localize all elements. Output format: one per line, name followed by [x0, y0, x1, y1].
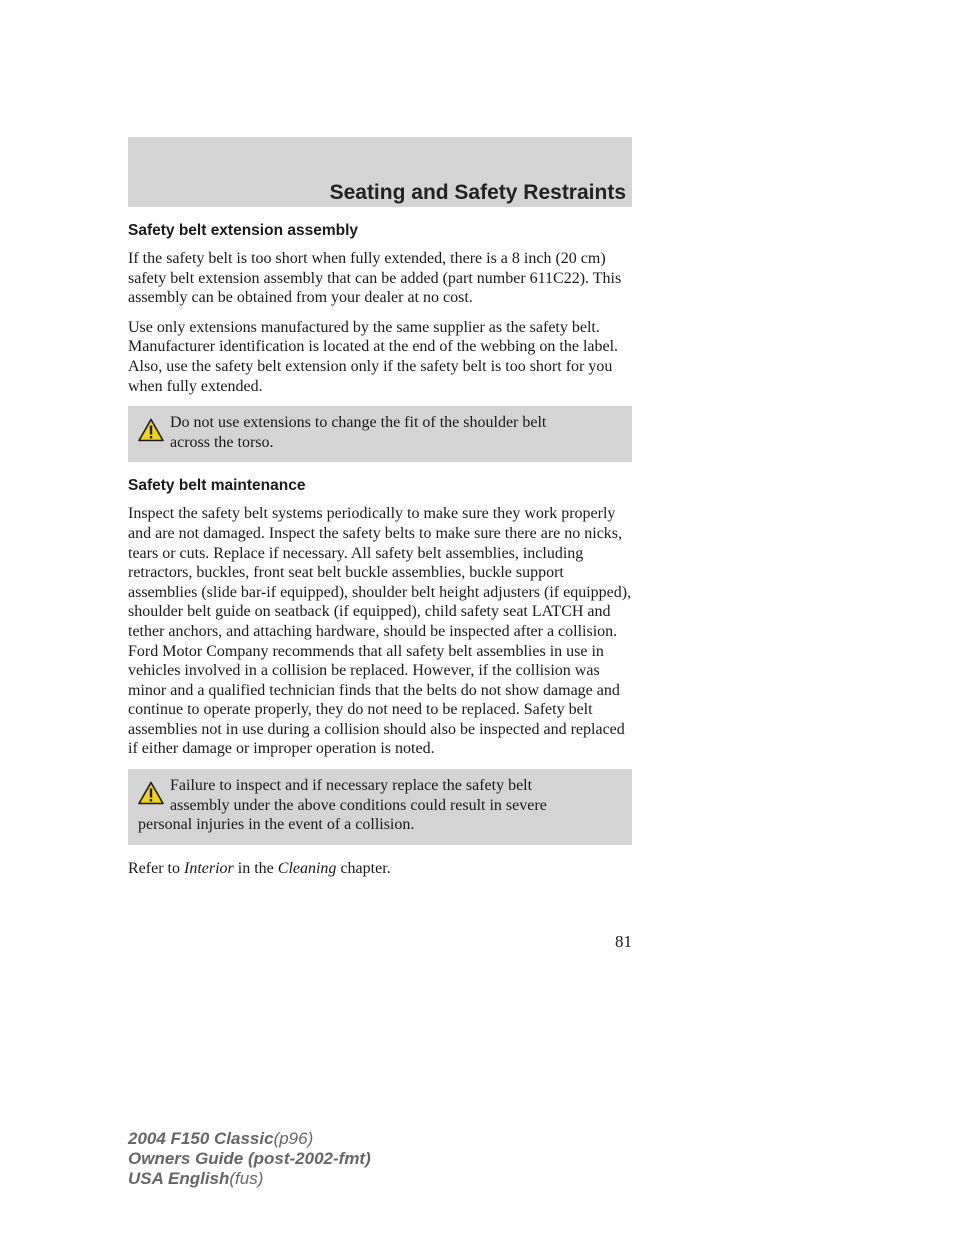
- ref-suffix: chapter.: [340, 859, 391, 877]
- section-title: Seating and Safety Restraints: [329, 181, 626, 204]
- page-number: 81: [615, 932, 632, 951]
- footer-model: 2004 F150 Classic: [128, 1129, 274, 1148]
- extension-paragraph-2: Use only extensions manufactured by the same supplier as the safety belt. Manufacturer identification is located at the end of the webbing on the label. Also, use the safety belt extension only if the safety belt is too short for you when fully extended.: [128, 318, 619, 395]
- footer-language: USA English: [128, 1169, 230, 1188]
- ref-prefix: Refer to: [128, 859, 180, 877]
- warning-text-line: across the torso.: [170, 433, 274, 451]
- warning-text-line: Failure to inspect and if necessary replace the safety belt: [170, 777, 533, 795]
- warning-box-extension: [128, 406, 632, 462]
- warning-triangle-icon: [138, 781, 164, 805]
- footer-guide: Owners Guide (post-2002-fmt): [128, 1149, 371, 1168]
- warning-text-line: assembly under the above conditions could result in severe: [170, 796, 547, 814]
- ref-interior: Interior: [183, 859, 234, 877]
- extension-heading: Safety belt extension assembly: [128, 222, 359, 239]
- ref-cleaning: Cleaning: [277, 859, 337, 877]
- extension-paragraph-1: If the safety belt is too short when fully extended, there is a 8 inch (20 cm) safety belt extension assembly that can be added (part number 611C22). This assembly can be obtained from your dealer at no cost.: [128, 250, 622, 307]
- warning-box-maintenance: [128, 769, 632, 845]
- footer-language-code: (fus): [229, 1169, 264, 1188]
- footer-model-code: (p96): [273, 1129, 314, 1148]
- warning-triangle-icon: [138, 418, 164, 442]
- page-content: [128, 221, 632, 878]
- warning-text-line: Do not use extensions to change the fit of the shoulder belt: [170, 414, 547, 432]
- maintenance-heading: Safety belt maintenance: [128, 477, 306, 495]
- cross-reference: [128, 859, 632, 879]
- maintenance-paragraph: Inspect the safety belt systems periodically to make sure they work properly and are not damaged. Inspect the safety belts to make sure there are no nicks, tears or cuts. Replace if necessary. All safety belt assemblies, including retractors, buckles, front seat belt buckle assemblies, buckle support assemblies (slide bar-if equipped), shoulder belt height adjusters (if equipped), shoulder belt guide on seatback (if equipped), child safety seat LATCH and tether anchors, and attaching hardware, should be inspected after a collision. Ford Motor Company recommends that all safety belt assemblies in use in vehicles involved in a collision be replaced. However, if the collision was minor and a qualified technician finds that the belts do not show damage and continue to operate properly, they do not need to be replaced. Safety belt assemblies not in use during a collision should also be inspected and replaced if either damage or improper operation is noted.: [128, 505, 632, 758]
- document-footer: [128, 1129, 371, 1189]
- section-header-bar: [128, 137, 632, 207]
- ref-middle: in the: [237, 859, 274, 877]
- warning-text-line: personal injuries in the event of a collision.: [138, 816, 415, 834]
